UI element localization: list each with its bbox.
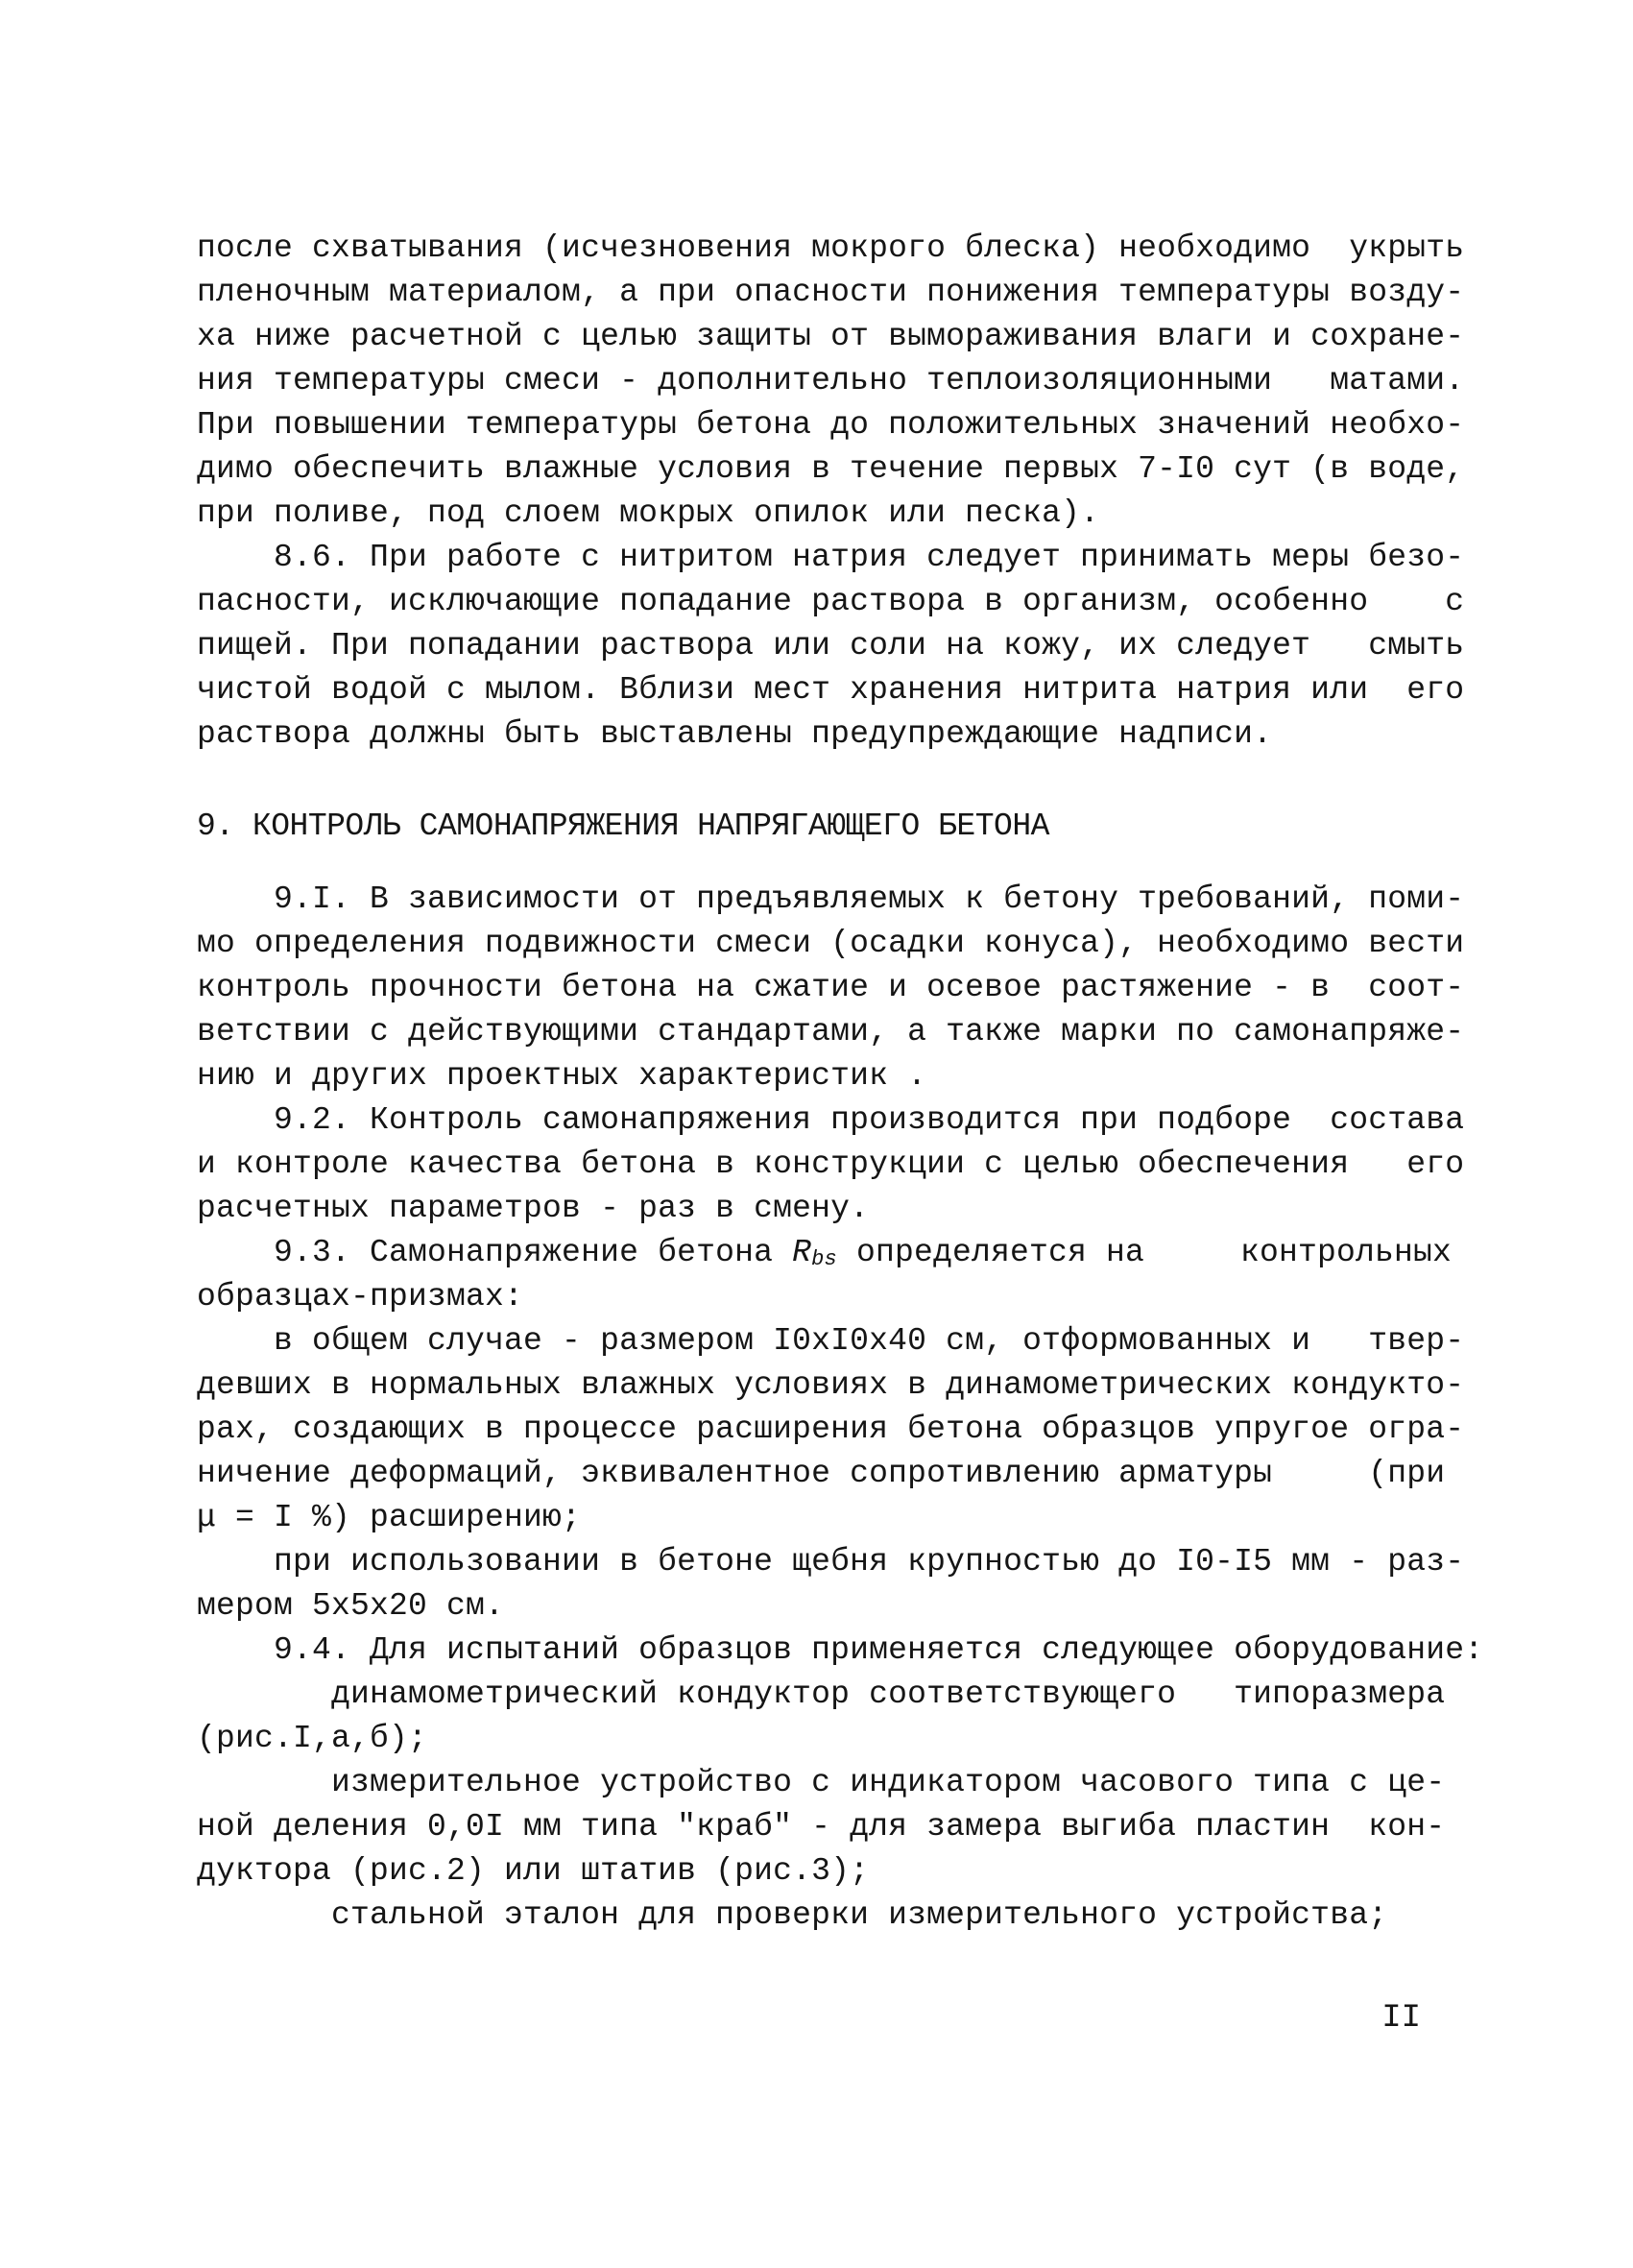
text-line-formula [197,1231,1453,1275]
text-line: чистой водой с мылом. Вблизи мест хранения нитрита натрия или его [197,672,1465,708]
symbol-r: R [792,1235,812,1270]
text-line: μ = I %) расширению; [197,1500,582,1535]
text-line: после схватывания (исчезновения мокрого блеска) необходимо укрыть [197,230,1465,266]
text-line: мо определения подвижности смеси (осадки конуса), необходимо вести [197,926,1465,961]
text-line: при поливе, под слоем мокрых опилок или песка). [197,495,1100,531]
text-line: пищей. При попадании раствора или соли на кожу, их следует смыть [197,628,1465,664]
symbol-subscript: bs [811,1247,837,1271]
text-line: при использовании в бетоне щебня крупностью до I0-I5 мм - раз- [197,1544,1465,1580]
text-line: расчетных параметров - раз в смену. [197,1191,870,1226]
text-line: ха ниже расчетной с целью защиты от вымораживания влаги и сохране- [197,319,1465,354]
line-93-end: определяется на контрольных [836,1235,1453,1270]
text-line: ветствии с действующими стандартами, а также марки по самонапряже- [197,1014,1465,1050]
text-line: ной деления 0,0I мм типа "краб" - для замера выгиба пластин кон- [197,1809,1446,1845]
text-line: (рис.I,а,б); [197,1721,428,1756]
page-number: II [1381,2000,1421,2037]
text-line: пленочным материалом, а при опасности понижения температуры возду- [197,275,1465,310]
text-line: ния температуры смеси - дополнительно теплоизоляционными матами. [197,363,1465,398]
text-line: ничение деформаций, эквивалентное сопротивлению арматуры (при [197,1456,1446,1491]
text-line: рах, создающих в процессе расширения бетона образцов упругое огра- [197,1411,1465,1447]
text-line: 9.4. Для испытаний образцов применяется следующее оборудование: [197,1632,1484,1668]
text-line: контроль прочности бетона на сжатие и осевое растяжение - в соот- [197,970,1465,1005]
text-line: стальной эталон для проверки измерительного устройства; [197,1897,1388,1933]
text-line: динамометрический кондуктор соответствующего типоразмера [197,1677,1446,1712]
text-line: пасности, исключающие попадание раствора в организм, особенно с [197,584,1465,619]
text-line: димо обеспечить влажные условия в течение первых 7-I0 сут (в воде, [197,451,1465,487]
text-line: 9.2. Контроль самонапряжения производится при подборе состава [197,1102,1465,1138]
text-line: 8.6. При работе с нитритом натрия следует принимать меры безо- [197,540,1465,575]
text-line: 9.I. В зависимости от предъявляемых к бетону требований, поми- [197,881,1465,917]
text-line: измерительное устройство с индикатором часового типа с це- [197,1765,1446,1800]
text-line: При повышении температуры бетона до положительных значений необхо- [197,407,1465,443]
text-line: девших в нормальных влажных условиях в динамометрических кондукто- [197,1367,1465,1403]
text-line: нию и других проектных характеристик . [197,1058,927,1094]
line-93-start: 9.3. Самонапряжение бетона [197,1235,793,1270]
text-line: образцах-призмах: [197,1279,524,1315]
section-9-heading: 9. КОНТРОЛЬ САМОНАПРЯЖЕНИЯ НАПРЯГАЮЩЕГО БЕТОНА [197,808,1049,844]
text-line: мером 5х5х20 см. [197,1588,505,1624]
section-8-text [197,227,1465,757]
text-line: и контроле качества бетона в конструкции с целью обеспечения его [197,1146,1465,1182]
text-line: раствора должны быть выставлены предупреждающие надписи. [197,716,1273,752]
text-line: в общем случае - размером I0хI0х40 см, отформованных и твер- [197,1323,1465,1359]
self-stress-symbol [792,1235,837,1270]
section-9-text [197,878,1484,1938]
text-line: дуктора (рис.2) или штатив (рис.3); [197,1853,870,1889]
